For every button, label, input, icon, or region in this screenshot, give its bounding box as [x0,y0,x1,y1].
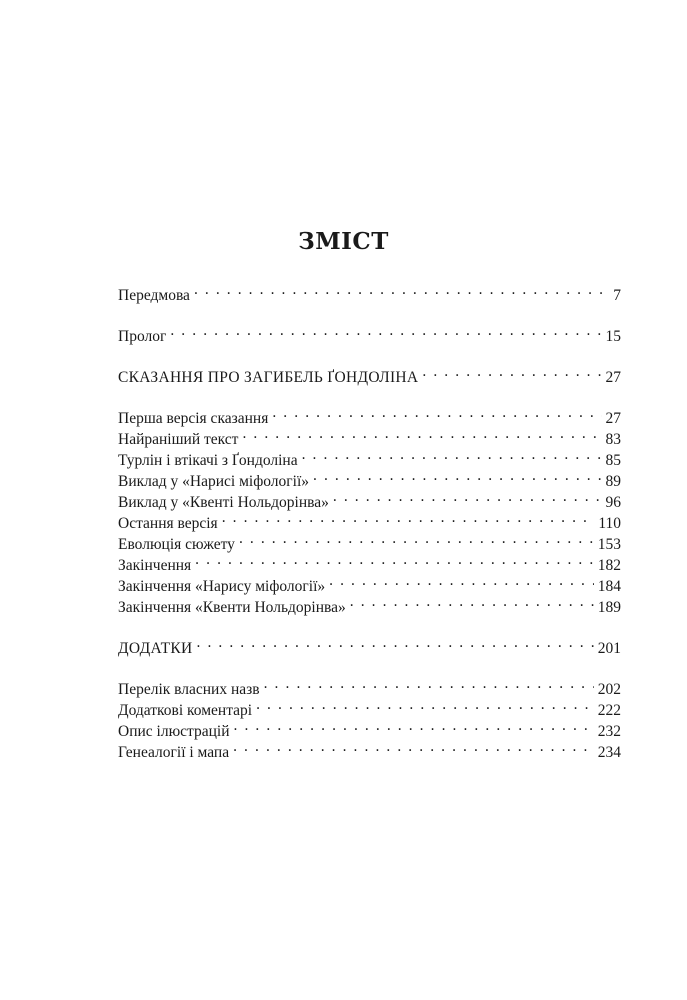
toc-entry-label: Перелік власних назв [118,681,260,698]
toc-entry-page: 110 [598,515,621,532]
spacer [118,300,621,320]
toc-entry-fall-of-gondolin[interactable] [118,361,621,386]
toc-entry-label: Генеалогії і мапа [118,744,230,761]
toc-entry-page: 27 [605,410,621,427]
toc-entry-page: 15 [605,328,621,345]
toc-entry-list-of-names[interactable] [118,673,621,698]
dot-leader [239,528,594,549]
dot-leader [264,673,594,694]
dot-leader [350,591,594,612]
toc-entry-label: Передмова [118,287,190,304]
dot-leader [329,570,594,591]
toc-entry-page: 222 [597,702,621,719]
toc-entry-label: Додаткові коментарі [118,702,253,719]
toc-entry-label: Турлін і втікачі з Ґондоліна [118,452,298,469]
toc-entry-page: 96 [605,494,621,511]
toc-entry-page: 234 [597,744,621,761]
toc-entry-label: Перша версія сказання [118,410,269,427]
dot-leader [233,736,594,757]
dot-leader [197,632,594,653]
toc-entry-page: 7 [613,287,621,304]
toc-entry-page: 85 [605,452,621,469]
toc-entry-label: Закінчення «Нарису міфології» [118,578,326,595]
spacer [118,653,621,673]
toc-entry-label: Еволюція сюжету [118,536,235,553]
toc-entry-first-version[interactable] [118,402,621,427]
dot-leader [195,549,594,570]
toc-entry-label: Опис ілюстрацій [118,723,230,740]
toc-entry-label: ДОДАТКИ [118,640,193,657]
toc-entry-appendices[interactable] [118,632,621,657]
toc-entry-prologue[interactable] [118,320,621,345]
toc-entry-label: Виклад у «Квенті Нольдорінва» [118,494,329,511]
toc-entry-label: Закінчення [118,557,192,574]
toc-entry-label: Остання версія [118,515,218,532]
dot-leader [422,361,601,382]
dot-leader [234,715,594,736]
toc-entry-page: 184 [597,578,621,595]
toc-entry-page: 83 [605,431,621,448]
toc-entry-label: Пролог [118,328,167,345]
toc-entry-label: СКАЗАННЯ ПРО ЗАГИБЕЛЬ ҐОНДОЛІНА [118,369,419,386]
toc-entry-page: 232 [597,723,621,740]
dot-leader [256,694,594,715]
toc-entry-ending-sketch[interactable] [118,570,621,595]
spacer [118,341,621,361]
toc-entry-page: 182 [597,557,621,574]
toc-entry-preface[interactable] [118,279,621,304]
toc-entry-label: Найраніший текст [118,431,239,448]
toc-entry-page: 153 [597,536,621,553]
dot-leader [222,507,595,528]
table-of-contents [118,279,621,761]
toc-entry-page: 202 [597,681,621,698]
toc-entry-page: 89 [605,473,621,490]
toc-entry-label: Виклад у «Нарисі міфології» [118,473,310,490]
dot-leader [313,465,601,486]
toc-entry-label: Закінчення «Квенти Нольдорінва» [118,599,346,616]
dot-leader [272,402,601,423]
dot-leader [333,486,602,507]
toc-entry-page: 27 [605,369,621,386]
dot-leader [194,279,603,300]
toc-entry-page: 201 [597,640,621,657]
dot-leader [302,444,602,465]
dot-leader [170,320,601,341]
toc-title: ЗМІСТ [298,228,389,255]
toc-entry-page: 189 [597,599,621,616]
dot-leader [242,423,601,444]
